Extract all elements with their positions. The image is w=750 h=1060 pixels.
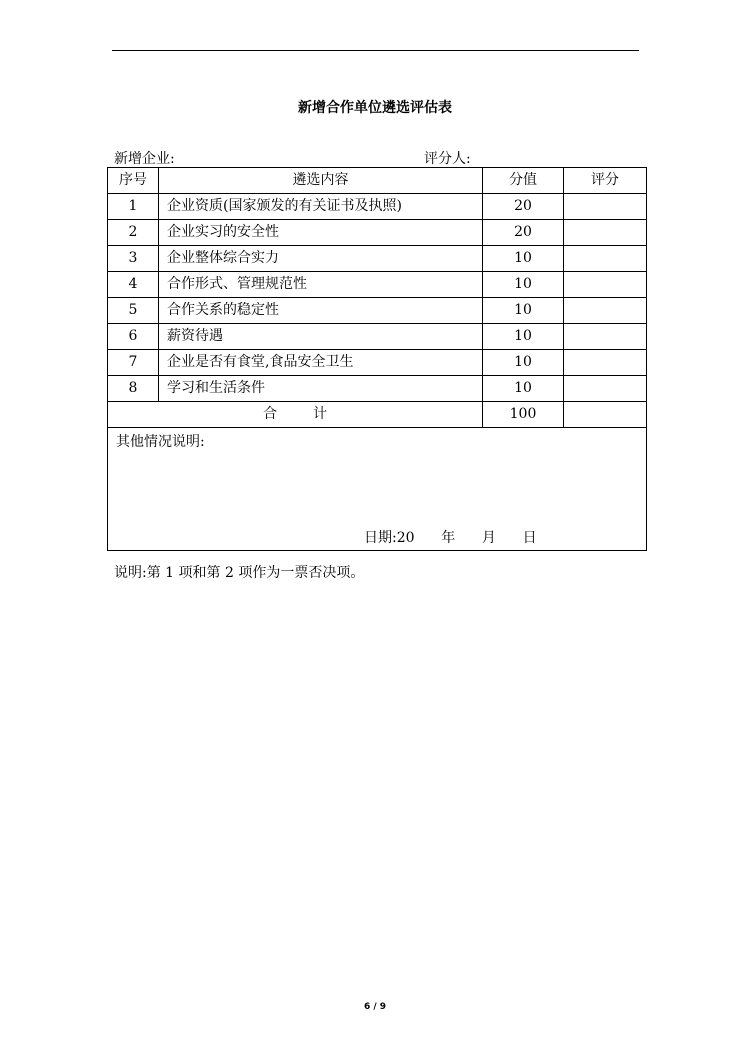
table-row [108,194,647,220]
row-score: 20 [483,220,564,246]
row-score: 10 [483,272,564,298]
row-no: 6 [108,324,159,350]
row-score: 10 [483,376,564,402]
header-rule [112,50,639,51]
row-rating[interactable] [564,194,647,220]
row-score: 10 [483,246,564,272]
row-no: 2 [108,220,159,246]
table-row [108,350,647,376]
notes-cell[interactable] [108,428,647,551]
row-content: 企业资质(国家颁发的有关证书及执照) [159,194,483,220]
row-rating[interactable] [564,220,647,246]
header-score: 分值 [483,168,564,194]
total-score: 100 [483,402,564,428]
total-label [108,402,483,428]
table-row [108,246,647,272]
row-content: 企业是否有食堂,食品安全卫生 [159,350,483,376]
table-row [108,324,647,350]
row-rating[interactable] [564,298,647,324]
row-content: 企业整体综合实力 [159,246,483,272]
page-number: 6 / 9 [363,1002,387,1012]
row-content: 薪资待遇 [159,324,483,350]
total-rating[interactable] [564,402,647,428]
table-row [108,220,647,246]
row-no: 7 [108,350,159,376]
row-rating[interactable] [564,376,647,402]
row-content: 企业实习的安全性 [159,220,483,246]
row-rating[interactable] [564,272,647,298]
row-no: 5 [108,298,159,324]
row-no: 3 [108,246,159,272]
table-header-row [108,168,647,194]
notes-row [108,428,647,551]
row-rating[interactable] [564,246,647,272]
rater-label: 评分人: [424,151,471,167]
row-score: 20 [483,194,564,220]
header-rating: 评分 [564,168,647,194]
row-score: 10 [483,298,564,324]
page-title: 新增合作单位遴选评估表 [298,100,452,116]
row-no: 8 [108,376,159,402]
total-label-right: 计 [313,406,327,422]
row-score: 10 [483,324,564,350]
row-content: 合作关系的稳定性 [159,298,483,324]
footnote: 说明:第 1 项和第 2 项作为一票否决项。 [114,565,365,581]
row-score: 10 [483,350,564,376]
total-row [108,402,647,428]
evaluation-table [107,167,647,551]
new-enterprise-label: 新增企业: [114,151,175,167]
table-row [108,376,647,402]
row-rating[interactable] [564,350,647,376]
notes-label: 其他情况说明: [116,434,205,450]
date-line: 日期:20 年 月 日 [364,530,537,546]
row-no: 4 [108,272,159,298]
row-content: 学习和生活条件 [159,376,483,402]
row-rating[interactable] [564,324,647,350]
total-label-left: 合 [263,406,277,422]
header-no: 序号 [108,168,159,194]
row-content: 合作形式、管理规范性 [159,272,483,298]
header-content: 遴选内容 [159,168,483,194]
table-row [108,272,647,298]
row-no: 1 [108,194,159,220]
table-row [108,298,647,324]
